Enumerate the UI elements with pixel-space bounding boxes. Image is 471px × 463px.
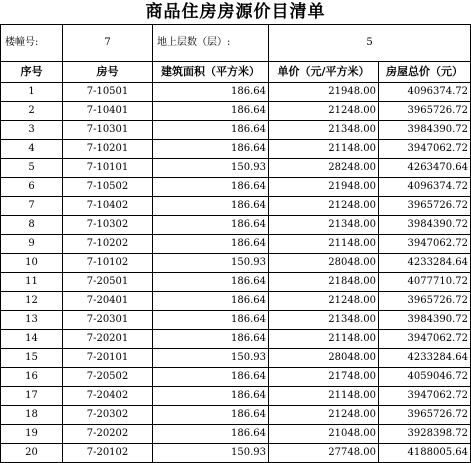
header-area: 建筑面积（平方米） [153,62,269,83]
area-cell: 186.64 [153,425,269,444]
area-cell: 186.64 [153,406,269,425]
area-cell: 150.93 [153,254,269,273]
area-cell: 186.64 [153,140,269,159]
unit-price-cell: 21248.00 [269,102,379,121]
total-price-cell: 3965726.72 [379,197,471,216]
total-price-cell: 3965726.72 [379,406,471,425]
table-row [1,273,471,292]
table-row [1,216,471,235]
table-row [1,311,471,330]
area-cell: 186.64 [153,216,269,235]
unit-price-cell: 21148.00 [269,387,379,406]
unit-price-cell: 27748.00 [269,444,379,463]
table-row [1,121,471,140]
unit-price-cell: 21148.00 [269,140,379,159]
room-cell: 7-10202 [63,235,153,254]
total-price-cell: 3947062.72 [379,330,471,349]
area-cell: 186.64 [153,387,269,406]
area-cell: 186.64 [153,368,269,387]
area-cell: 186.64 [153,121,269,140]
area-cell: 186.64 [153,197,269,216]
total-price-cell: 4263470.64 [379,159,471,178]
header-unit-price: 单价（元/平方米） [269,62,379,83]
area-cell: 150.93 [153,349,269,368]
total-price-cell: 4188005.64 [379,444,471,463]
total-price-cell: 4233284.64 [379,254,471,273]
total-price-cell: 3984390.72 [379,121,471,140]
room-cell: 7-10102 [63,254,153,273]
table-row [1,406,471,425]
table-row [1,425,471,444]
area-cell: 186.64 [153,178,269,197]
table-row [1,444,471,463]
seq-cell: 19 [1,425,63,444]
unit-price-cell: 28248.00 [269,159,379,178]
floors-label: 地上层数（层）: [153,25,269,62]
room-cell: 7-10402 [63,197,153,216]
total-price-cell: 3947062.72 [379,140,471,159]
document-title: 商品住房房源价目清单 [145,2,326,22]
area-cell: 186.64 [153,292,269,311]
header-room: 房号 [63,62,153,83]
table-row [1,349,471,368]
unit-price-cell: 21148.00 [269,235,379,254]
seq-cell: 1 [1,83,63,102]
total-price-cell: 4096374.72 [379,178,471,197]
room-cell: 7-20501 [63,273,153,292]
total-price-cell: 4059046.72 [379,368,471,387]
table-row [1,292,471,311]
total-price-cell: 3947062.72 [379,235,471,254]
unit-price-cell: 28048.00 [269,254,379,273]
table-row [1,387,471,406]
total-price-cell: 4233284.64 [379,349,471,368]
table-row [1,197,471,216]
seq-cell: 12 [1,292,63,311]
room-cell: 7-20201 [63,330,153,349]
total-price-cell: 4096374.72 [379,83,471,102]
area-cell: 186.64 [153,102,269,121]
table-row [1,368,471,387]
room-cell: 7-10301 [63,121,153,140]
seq-cell: 8 [1,216,63,235]
total-price-cell: 3928398.72 [379,425,471,444]
area-cell: 186.64 [153,235,269,254]
building-number-value: 7 [63,25,153,62]
unit-price-cell: 21148.00 [269,330,379,349]
unit-price-cell: 21748.00 [269,368,379,387]
room-cell: 7-10201 [63,140,153,159]
unit-price-cell: 21948.00 [269,178,379,197]
seq-cell: 3 [1,121,63,140]
info-row [1,25,471,62]
total-price-cell: 3984390.72 [379,311,471,330]
table-row [1,330,471,349]
total-price-cell: 3984390.72 [379,216,471,235]
seq-cell: 20 [1,444,63,463]
area-cell: 150.93 [153,444,269,463]
area-cell: 186.64 [153,311,269,330]
room-cell: 7-10101 [63,159,153,178]
seq-cell: 18 [1,406,63,425]
header-row [1,62,471,83]
room-cell: 7-20402 [63,387,153,406]
seq-cell: 11 [1,273,63,292]
seq-cell: 13 [1,311,63,330]
table-row [1,254,471,273]
room-cell: 7-10501 [63,83,153,102]
area-cell: 186.64 [153,330,269,349]
area-cell: 186.64 [153,273,269,292]
total-price-cell: 3965726.72 [379,292,471,311]
unit-price-cell: 28048.00 [269,349,379,368]
floors-value: 5 [269,25,471,62]
table-row [1,102,471,121]
room-cell: 7-10302 [63,216,153,235]
seq-cell: 2 [1,102,63,121]
seq-cell: 10 [1,254,63,273]
room-cell: 7-20202 [63,425,153,444]
room-cell: 7-20502 [63,368,153,387]
seq-cell: 9 [1,235,63,254]
unit-price-cell: 21848.00 [269,273,379,292]
unit-price-cell: 21348.00 [269,311,379,330]
price-table [0,24,471,463]
building-number-label: 楼幢号: [1,25,63,62]
room-cell: 7-20102 [63,444,153,463]
header-total-price: 房屋总价（元） [379,62,471,83]
seq-cell: 6 [1,178,63,197]
area-cell: 186.64 [153,83,269,102]
seq-cell: 4 [1,140,63,159]
unit-price-cell: 21948.00 [269,83,379,102]
seq-cell: 15 [1,349,63,368]
table-row [1,140,471,159]
unit-price-cell: 21348.00 [269,216,379,235]
seq-cell: 5 [1,159,63,178]
seq-cell: 16 [1,368,63,387]
unit-price-cell: 21248.00 [269,406,379,425]
total-price-cell: 4077710.72 [379,273,471,292]
unit-price-cell: 21048.00 [269,425,379,444]
header-seq: 序号 [1,62,63,83]
table-row [1,159,471,178]
room-cell: 7-10502 [63,178,153,197]
unit-price-cell: 21248.00 [269,197,379,216]
room-cell: 7-20401 [63,292,153,311]
unit-price-cell: 21248.00 [269,292,379,311]
table-row [1,235,471,254]
room-cell: 7-10401 [63,102,153,121]
unit-price-cell: 21348.00 [269,121,379,140]
room-cell: 7-20302 [63,406,153,425]
total-price-cell: 3947062.72 [379,387,471,406]
table-row [1,83,471,102]
room-cell: 7-20101 [63,349,153,368]
seq-cell: 14 [1,330,63,349]
table-row [1,178,471,197]
room-cell: 7-20301 [63,311,153,330]
seq-cell: 17 [1,387,63,406]
area-cell: 150.93 [153,159,269,178]
seq-cell: 7 [1,197,63,216]
total-price-cell: 3965726.72 [379,102,471,121]
